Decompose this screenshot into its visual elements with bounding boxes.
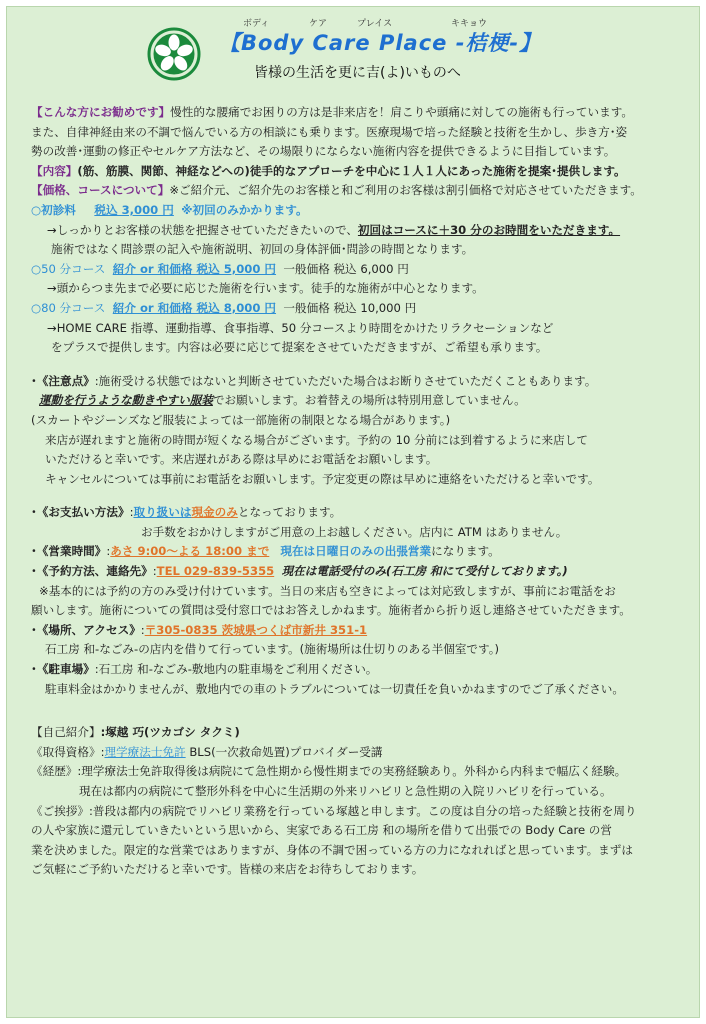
notes-line-1: ･《注意点》:施術受ける状態ではないと判断させていただいた場合はお断りさせていただくこともあります。 bbox=[31, 373, 597, 388]
intro-line-2: また、自律神経由来の不調で悩んでいる方の相談にも乗ります。医療現場で培った経験と技術を生かし、歩き方･姿 bbox=[31, 124, 628, 139]
first-visit-line bbox=[31, 201, 699, 221]
career-line: 《経歴》:理学療法士免許取得後は病院にて急性期から慢性期までの実務経験あり。外科から内科まで幅広く経験。 bbox=[31, 764, 627, 779]
notes-line-5: いただけると幸いです。来店遅れがある際は早めにお電話をお願いします。 bbox=[45, 452, 438, 467]
greeting-line-2: の人や家族に還元していきたいという思いから、実家である石工房 和の場所を借りて出張での Body Care の営 bbox=[31, 823, 612, 838]
course-80-desc-1: →HOME CARE 指導、運動指導、食事指導、50 分コースより時間をかけたリラクセーションなど bbox=[47, 320, 554, 335]
payment-note: お手数をおかけしますがご用意の上お越しください。店内に ATM はありません。 bbox=[141, 524, 568, 539]
access-note: 石工房 和-なごみ-の店内を借りて行っています。(施術場所は仕切りのある半個室です。) bbox=[45, 642, 500, 657]
recommend-heading: 【こんな方にお勧めです】 bbox=[31, 105, 171, 119]
content-heading: 【内容】 bbox=[31, 163, 78, 178]
course-50-discount: 紹介 or 和価格 税込 5,000 円 bbox=[112, 261, 277, 276]
first-visit-price: 税込 3,000 円 bbox=[94, 202, 174, 217]
course-80-general: 一般価格 税込 10,000 円 bbox=[283, 300, 417, 315]
reservation-line: ･《予約方法、連絡先》:TEL 029-839-5355 現在は電話受付のみ(石工房 和にて受付しております。) bbox=[31, 564, 568, 579]
intro-line-3: 勢の改善･運動の修正やセルケア方法など、その場限りにならない施術内容を提供できるように目指しています。 bbox=[31, 144, 616, 159]
career-heading: 《経歴》 bbox=[31, 764, 78, 779]
course-50-line bbox=[31, 260, 699, 280]
access-heading: ･《場所、アクセス》 bbox=[31, 622, 141, 637]
payment-line: ･《お支払い方法》:取り扱いは現金のみとなっております。 bbox=[31, 505, 342, 520]
first-visit-note: ※初回のみかかります。 bbox=[181, 202, 308, 217]
content-line: 【内容】(筋、筋膜、関節、神経などへの)徒手的なアプローチを中心に１人１人にあった施術を提案･提供します。 bbox=[31, 163, 626, 178]
hours-value: あさ 9:00～よる 18:00 まで bbox=[110, 544, 270, 559]
access-line: ･《場所、アクセス》:〒305-0835 茨城県つくば市新井 351-1 bbox=[31, 622, 368, 637]
course-50-label: ○50 分コース bbox=[31, 261, 106, 276]
flyer-page bbox=[6, 6, 700, 1018]
course-50-general: 一般価格 税込 6,000 円 bbox=[283, 261, 409, 276]
page-title: 【Body Care Place -桔梗-】 bbox=[219, 31, 542, 55]
notes-line-3: (スカートやジーンズなど服装によっては一部施術の制限となる場合があります。) bbox=[31, 412, 451, 427]
reservation-note-1: ※基本的には予約の方のみ受け付けています。当日の来店も空きによっては対応致しますが、事前にお電話をお bbox=[39, 583, 616, 598]
notes-line-6: キャンセルについては事前にお電話をお願いします。予定変更の際は早めに連絡をいただけると幸いです。 bbox=[45, 471, 600, 486]
course-80-discount: 紹介 or 和価格 税込 8,000 円 bbox=[112, 300, 277, 315]
profile-name: :塚越 巧(ツカゴシ タクミ) bbox=[100, 725, 240, 740]
address: 〒305-0835 茨城県つくば市新井 351-1 bbox=[144, 622, 368, 637]
greeting-line-3: 業を決めました。限定的な営業ではありますが、身体の不調で困っている方の力になれればと思っています。まずは bbox=[31, 842, 633, 857]
price-line: 【価格、コースについて】※ご紹介元、ご紹介先のお客様と和ご利用のお客様は割引価格で対応させていただきます。 bbox=[31, 183, 642, 198]
clothing-note: 運動を行うような動きやすい服装 bbox=[39, 393, 213, 408]
ruby-care: ケア bbox=[309, 19, 328, 29]
parking-note: 駐車料金はかかりませんが、敷地内での車のトラブルについては一切責任を負いかねますのでご了承ください。 bbox=[45, 681, 624, 696]
course-50-desc: →頭からつま先まで必要に応じた施術を行います。徒手的な施術が中心となります。 bbox=[47, 281, 484, 296]
notes-heading: ･《注意点》 bbox=[31, 373, 95, 388]
ruby-body: ボディ bbox=[243, 19, 270, 29]
course-80-desc-2: をプラスで提供します。内容は必要に応じて提案をさせていただきますが、ご希望も承ります。 bbox=[51, 340, 548, 355]
greeting-line-1: 《ご挨拶》:普段は都内の病院でリハビリ業務を行っている塚越と申します。この度は自分の培った経験と技術を周り bbox=[31, 803, 637, 818]
notes-line-4: 来店が遅れますと施術の時間が短くなる場合がございます。予約の 10 分前には到着するように来店して bbox=[45, 432, 588, 447]
intro-line-1: 【こんな方にお勧めです】慢性的な腰痛でお困りの方は是非来店を！肩こりや頭痛に対しての施術も行っています。 bbox=[31, 105, 633, 119]
qualification-heading: 《取得資格》 bbox=[31, 744, 101, 759]
course-80-label: ○80 分コース bbox=[31, 300, 106, 315]
hours-heading: ･《営業時間》 bbox=[31, 544, 107, 559]
greeting-heading: 《ご挨拶》 bbox=[31, 803, 89, 818]
course-80-line bbox=[31, 299, 699, 319]
reservation-note-2: 願いします。施術についての質問は受付窓口ではお答えしかねます。施術者から折り返し連絡させていただきます。 bbox=[31, 603, 631, 618]
page-subtitle: 皆様の生活を更に吉(よ)いものへ bbox=[254, 65, 461, 81]
career-note: 現在は都内の病院にて整形外科を中心に生活期の外来リハビリと急性期の入院リハビリを行っている。 bbox=[79, 784, 612, 798]
notes-line-2: 運動を行うような動きやすい服装でお願いします。お着替えの場所は特別用意していません。 bbox=[39, 393, 526, 408]
phone-number: TEL 029-839-5355 bbox=[156, 564, 275, 579]
kikyo-crest-icon bbox=[147, 27, 201, 81]
first-visit-desc-1: →しっかりとお客様の状態を把握させていただきたいので、初回はコースに＋30 分のお時間をいただきます。 bbox=[47, 222, 621, 237]
greeting-line-4: ご気軽にご予約いただけると幸いです。皆様の来店をお待ちしております。 bbox=[31, 862, 424, 877]
ruby-kikyo: キキョウ bbox=[451, 19, 488, 29]
first-visit-label: ○初診料 bbox=[31, 202, 76, 217]
parking-line: ･《駐車場》:石工房 和-なごみ-敷地内の駐車場をご利用ください。 bbox=[31, 662, 378, 677]
price-heading: 【価格、コースについて】 bbox=[31, 183, 170, 198]
parking-heading: ･《駐車場》 bbox=[31, 662, 95, 677]
profile-line bbox=[31, 723, 699, 743]
first-visit-desc-2: 施術ではなく問診票の記入や施術説明、初回の身体評価･問診の時間となります。 bbox=[51, 242, 474, 257]
flyer-content bbox=[31, 103, 699, 880]
hours-line: ･《営業時間》:あさ 9:00～よる 18:00 まで 現在は日曜日のみの出張営業になります。 bbox=[31, 544, 500, 559]
reservation-heading: ･《予約方法、連絡先》 bbox=[31, 564, 153, 579]
qualification-line: 《取得資格》:理学療法士免許 BLS(一次救命処置)プロバイダー受講 bbox=[31, 744, 383, 759]
payment-heading: ･《お支払い方法》 bbox=[31, 505, 130, 520]
profile-heading: 【自己紹介】 bbox=[31, 725, 101, 740]
ruby-place: プレイス bbox=[357, 19, 393, 29]
